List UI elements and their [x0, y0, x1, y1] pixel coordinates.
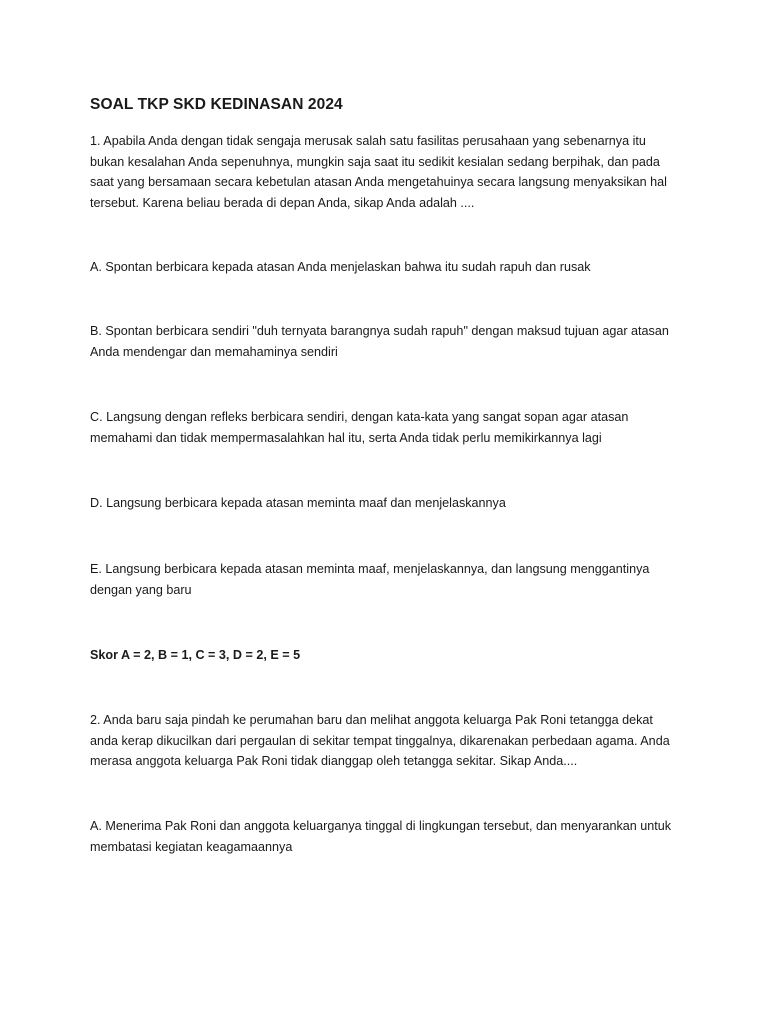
text-line: bukan kesalahan Anda sepenuhnya, mungkin saja saat itu sedikit kesialan sedang berpihak, dan pada	[90, 154, 660, 169]
text-line: membatasi kegiatan keagamaannya	[90, 839, 293, 854]
text-line: 1. Apabila Anda dengan tidak sengaja merusak salah satu fasilitas perusahaan yang sebenarnya itu	[90, 134, 646, 148]
text-line: A. Menerima Pak Roni dan anggota keluarganya tinggal di lingkungan tersebut, dan menyarankan untuk	[90, 819, 672, 833]
text-line: B. Spontan berbicara sendiri "duh ternyata barangnya sudah rapuh" dengan maksud tujuan agar atasan	[90, 324, 669, 338]
text-line: saat yang bersamaan secara kebetulan atasan Anda mengetahuinya secara langsung menyaksikan hal	[90, 175, 667, 189]
text-line: D. Langsung berbicara kepada atasan meminta maaf dan menjelaskannya	[90, 496, 506, 510]
text-line: tersebut. Karena beliau berada di depan Anda, sikap Anda adalah ....	[90, 195, 475, 210]
question-1-option-e	[90, 559, 690, 600]
text-line: C. Langsung dengan refleks berbicara sendiri, dengan kata-kata yang sangat sopan agar atasan	[90, 410, 629, 424]
text-line: memahami dan tidak mempermasalahkan hal itu, serta Anda tidak perlu memikirkannya lagi	[90, 430, 602, 445]
question-1-option-b	[90, 321, 690, 362]
text-line: E. Langsung berbicara kepada atasan meminta maaf, menjelaskannya, dan langsung menggantinya	[90, 562, 650, 576]
question-1-option-d	[90, 493, 690, 514]
question-2-text	[90, 710, 690, 772]
text-line: Anda mendengar dan memahaminya sendiri	[90, 344, 338, 359]
question-1-option-a	[90, 257, 690, 278]
document-title: SOAL TKP SKD KEDINASAN 2024	[90, 96, 343, 113]
text-line: dengan yang baru	[90, 582, 192, 597]
question-1-text	[90, 131, 690, 213]
question-1-score	[90, 645, 690, 666]
question-2-option-a	[90, 816, 690, 857]
text-line: merasa anggota keluarga Pak Roni tidak dianggap oleh tetangga sekitar. Sikap Anda....	[90, 754, 578, 768]
text-line: anda kerap dikucilkan dari pergaulan di sekitar tempat tinggalnya, dikarenakan perbedaan agama. Anda	[90, 733, 670, 748]
question-1-option-c	[90, 407, 690, 448]
score-line: Skor A = 2, B = 1, C = 3, D = 2, E = 5	[90, 648, 301, 662]
text-line: 2. Anda baru saja pindah ke perumahan baru dan melihat anggota keluarga Pak Roni tetangga dekat	[90, 713, 653, 727]
text-line: A. Spontan berbicara kepada atasan Anda menjelaskan bahwa itu sudah rapuh dan rusak	[90, 260, 591, 274]
